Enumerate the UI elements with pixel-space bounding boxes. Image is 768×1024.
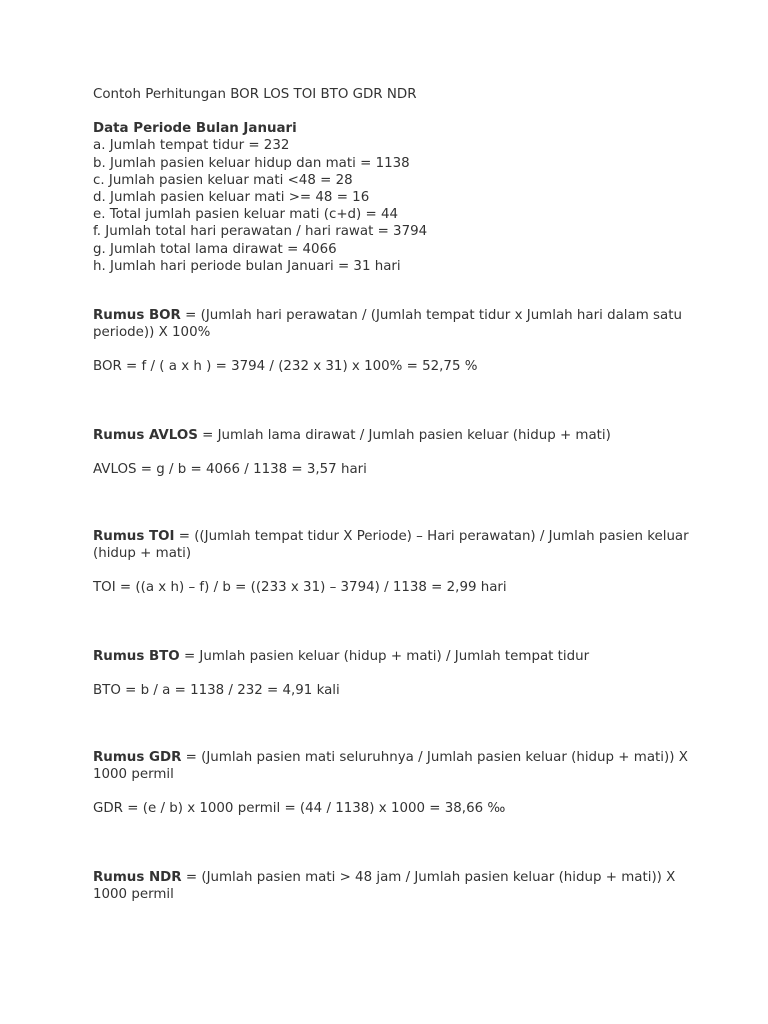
data-item-h: h. Jumlah hari periode bulan Januari = 31 hari (93, 258, 401, 274)
formula-ndr (93, 869, 693, 903)
calc-bto: BTO = b / a = 1138 / 232 = 4,91 kali (93, 683, 340, 699)
data-heading: Data Periode Bulan Januari (93, 121, 297, 137)
formula-avlos-text: = Jumlah lama dirawat / Jumlah pasien keluar (hidup + mati) (197, 428, 611, 443)
section-toi (93, 528, 693, 597)
formula-bor-label: Rumus BOR (93, 308, 181, 323)
calc-gdr: GDR = (e / b) x 1000 permil = (44 / 1138) x 1000 = 38,66 ‰ (93, 801, 506, 817)
formula-bto-label: Rumus BTO (93, 649, 180, 664)
formula-bto (93, 648, 693, 665)
section-gdr (93, 749, 693, 818)
formula-avlos (93, 427, 693, 444)
document-title: Contoh Perhitungan BOR LOS TOI BTO GDR NDR (93, 87, 417, 102)
document-page (93, 86, 693, 903)
formula-toi-label: Rumus TOI (93, 529, 175, 544)
formula-bto-text: = Jumlah pasien keluar (hidup + mati) / Jumlah tempat tidur (179, 649, 590, 664)
formula-avlos-label: Rumus AVLOS (93, 428, 198, 443)
section-bto (93, 648, 693, 699)
calc-bor: BOR = f / ( a x h ) = 3794 / (232 x 31) x 100% = 52,75 % (93, 359, 478, 375)
calc-toi: TOI = ((a x h) – f) / b = ((233 x 31) – 3794) / 1138 = 2,99 hari (93, 580, 507, 596)
data-item-g: g. Jumlah total lama dirawat = 4066 (93, 241, 337, 257)
data-item-c: c. Jumlah pasien keluar mati <48 = 28 (93, 172, 353, 188)
formula-ndr-text: = (Jumlah pasien mati > 48 jam / Jumlah pasien keluar (hidup + mati)) X 1000 permil (93, 870, 676, 903)
formula-bor (93, 307, 693, 341)
formula-ndr-label: Rumus NDR (93, 870, 182, 885)
section-bor (93, 307, 693, 376)
data-item-b: b. Jumlah pasien keluar hidup dan mati = 1138 (93, 155, 410, 171)
formula-gdr-label: Rumus GDR (93, 750, 182, 765)
data-item-e: e. Total jumlah pasien keluar mati (c+d) = 44 (93, 207, 399, 223)
formula-toi-text: = ((Jumlah tempat tidur X Periode) – Hari perawatan) / Jumlah pasien keluar (hidup + mati) (93, 529, 689, 562)
formula-gdr-text: = (Jumlah pasien mati seluruhnya / Jumlah pasien keluar (hidup + mati)) X 1000 permil (93, 750, 688, 783)
formula-bor-text: = (Jumlah hari perawatan / (Jumlah tempat tidur x Jumlah hari dalam satu periode)) X 100% (93, 308, 682, 341)
data-item-f: f. Jumlah total hari perawatan / hari rawat = 3794 (93, 224, 428, 240)
data-item-d: d. Jumlah pasien keluar mati >= 48 = 16 (93, 190, 370, 206)
section-avlos (93, 427, 693, 478)
formula-gdr (93, 749, 693, 783)
section-ndr (93, 869, 693, 903)
formula-toi (93, 528, 693, 562)
calc-avlos: AVLOS = g / b = 4066 / 1138 = 3,57 hari (93, 462, 367, 478)
data-item-a: a. Jumlah tempat tidur = 232 (93, 138, 290, 154)
